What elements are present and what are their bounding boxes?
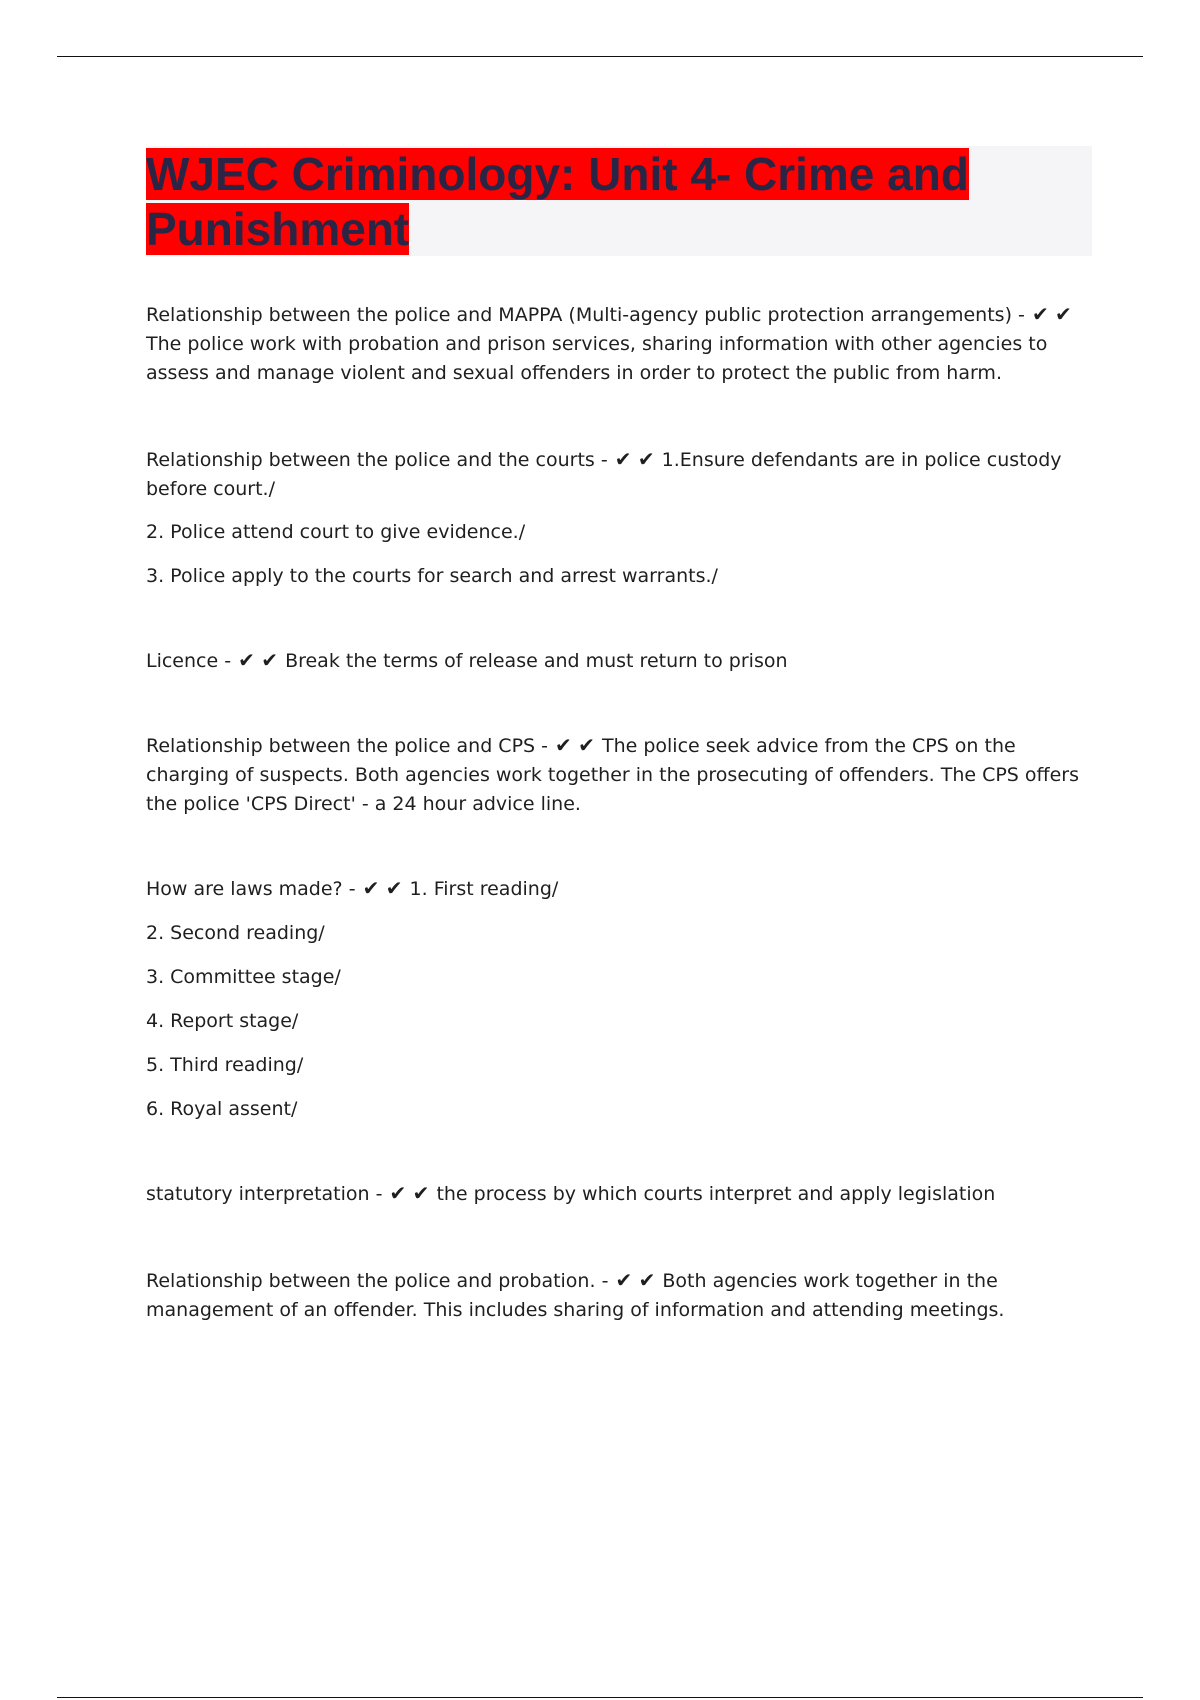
card-question: Relationship between the police and probation. — [146, 1270, 596, 1292]
card-answer: Break the terms of release and must return to prison — [285, 650, 788, 672]
card-answer: 1. First reading/ — [409, 878, 559, 900]
bottom-rule — [57, 1697, 1143, 1698]
separator: - — [1018, 304, 1025, 326]
double-check-icon: ✔ ✔ — [555, 733, 595, 757]
flashcard-list — [146, 300, 1096, 1325]
card-question: Licence — [146, 650, 219, 672]
flashcard-entry — [146, 300, 1096, 388]
document-title: WJEC Criminology: Unit 4- Crime and Punishment — [146, 148, 969, 255]
double-check-icon: ✔ ✔ — [238, 648, 279, 672]
card-question: How are laws made? — [146, 878, 343, 900]
card-answer: The police work with probation and prison services, sharing information with other agencies to assess and manage violent and sexual offenders in order to protect the public from harm. — [146, 333, 1048, 384]
card-answer-line: 2. Police attend court to give evidence./ — [146, 521, 526, 543]
flashcard-entry — [146, 731, 1096, 819]
double-check-icon: ✔ ✔ — [362, 876, 403, 900]
flashcard — [146, 1179, 1096, 1209]
separator: - — [375, 1183, 383, 1205]
card-answer-line: 3. Committee stage/ — [146, 966, 341, 988]
flashcard — [146, 445, 1096, 591]
separator: - — [348, 878, 356, 900]
card-question: Relationship between the police and CPS — [146, 735, 536, 757]
card-answer-line: 5. Third reading/ — [146, 1054, 304, 1076]
separator: - — [224, 650, 232, 672]
double-check-icon: ✔ ✔ — [615, 1268, 656, 1292]
card-question: statutory interpretation — [146, 1183, 370, 1205]
card-question: Relationship between the police and the courts — [146, 449, 595, 471]
double-check-icon: ✔ ✔ — [614, 447, 655, 471]
flashcard-entry — [146, 646, 1096, 676]
top-rule — [57, 56, 1143, 57]
card-answer: The police seek advice from the CPS on the charging of suspects. Both agencies work together in the prosecuting of offenders. The CPS offers the police 'CPS Direct' - a 24 hour advice line. — [146, 735, 1080, 815]
flashcard — [146, 646, 1096, 676]
card-answer: 1.Ensure defendants are in police custody before court./ — [146, 449, 1062, 500]
card-answer: Both agencies work together in the management of an offender. This includes sharing of information and attending meetings. — [146, 1270, 1005, 1321]
flashcard — [146, 874, 1096, 1124]
double-check-icon: ✔ ✔ — [389, 1181, 430, 1205]
card-answer: the process by which courts interpret and apply legislation — [436, 1183, 996, 1205]
flashcard-entry — [146, 874, 1096, 904]
card-answer-line: 4. Report stage/ — [146, 1010, 299, 1032]
flashcard — [146, 1266, 1096, 1325]
double-check-icon: ✔ ✔ — [1031, 302, 1072, 326]
card-answer-line: 3. Police apply to the courts for search and arrest warrants./ — [146, 565, 718, 587]
card-answer-line: 6. Royal assent/ — [146, 1098, 298, 1120]
card-question: Relationship between the police and MAPPA (Multi-agency public protection arrangements) — [146, 304, 1012, 326]
separator: - — [541, 735, 548, 757]
flashcard-entry — [146, 445, 1096, 504]
flashcard — [146, 731, 1096, 819]
card-answer-line: 2. Second reading/ — [146, 922, 325, 944]
flashcard-entry — [146, 1179, 1096, 1209]
separator: - — [601, 1270, 609, 1292]
flashcard — [146, 300, 1096, 388]
separator: - — [600, 449, 608, 471]
flashcard-entry — [146, 1266, 1096, 1325]
